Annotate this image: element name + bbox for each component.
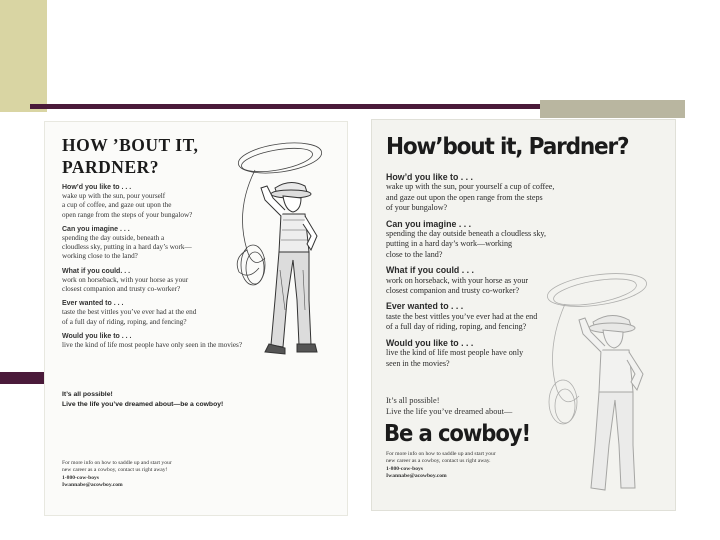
closing-line: Live the life you’ve dreamed about—be a cowboy! [62,400,224,408]
contact-line: For more info on how to saddle up and start your [62,460,172,466]
contact-phone: 1-800-cow-boys [386,465,423,472]
flyer-sans-version [372,120,675,510]
question-text: live the kind of life most people have only seen in the movies? [62,341,243,350]
question-heading: Ever wanted to . . . [62,300,124,308]
question-text: wake up with the sun, pour yourself a cup of coffee, and gaze out upon the open range from the steps of your bungalow? [386,182,555,213]
contact-line: For more info on how to saddle up and start your [386,451,496,457]
flyer-a-closing [62,390,292,409]
side-accent-bar [0,372,47,384]
flyer-a-body [62,183,298,350]
question-text: taste the best vittles you’ve ever had at the end of a full day of riding, roping, and fencing? [386,311,538,332]
contact-email: Iwannabe@acowboy.com [386,473,447,480]
question-text: work on horseback, with your horse as your closest companion and trusty co-worker? [62,275,189,294]
contact-line: new career as a cowboy, contact us right away. [386,458,491,465]
contact-email: Iwannabe@acowboy.com [62,482,123,489]
flyer-b-closing [386,395,586,417]
header-accent-tab [540,100,685,118]
contact-phone: 1-800-cow-boys [62,474,99,481]
closing-line: Live the life you’ve dreamed about— [386,407,513,416]
flyer-b-call-to-action: Be a cowboy! [384,421,531,447]
question-heading: Would you like to . . . [62,332,132,340]
flyer-a-title-line: HOW ’BOUT IT, [62,135,199,155]
title-bar-accent-block [0,0,47,112]
question-heading: Can you imagine . . . [62,225,130,233]
question-heading: How’d you like to . . . [62,184,132,191]
closing-line: It’s all possible! [62,391,113,398]
flyer-a-contact [62,460,262,490]
question-heading: How’d you like to . . . [386,172,473,182]
flyer-b-contact [386,451,586,481]
question-text: spending the day outside beneath a cloudless sky, putting in a hard day’s work—working close to the land? [386,229,546,259]
question-text: live the kind of life most people have only seen in the movies? [386,348,524,368]
question-text: wake up with the sun, pour yourself a cup of coffee, and gaze out upon the open range from the steps of your bungalow? [62,192,193,219]
flyer-b-body [386,172,636,369]
question-heading: Ever wanted to . . . [386,301,464,312]
question-heading: Would you like to . . . [386,337,474,348]
question-text: work on horseback, with your horse as your closest companion and trusty co-worker? [386,275,529,296]
closing-line: It’s all possible! [386,396,440,405]
question-text: taste the best vittles you’ve ever had at the end of a full day of riding, roping, and fencing? [62,308,197,326]
flyer-serif-version [45,122,347,515]
contact-line: new career as a cowboy, contact us right away! [62,467,168,474]
question-heading: Can you imagine . . . [386,218,472,229]
question-heading: What if you could. . . [62,267,131,275]
flyer-b-title: How’bout it, Pardner? [386,132,629,160]
question-heading: What if you could . . . [386,265,474,276]
question-text: spending the day outside, beneath a cloudless sky, putting in a hard day’s work— working close to the land? [62,234,192,261]
flyer-a-title-line: PARDNER? [62,157,160,177]
